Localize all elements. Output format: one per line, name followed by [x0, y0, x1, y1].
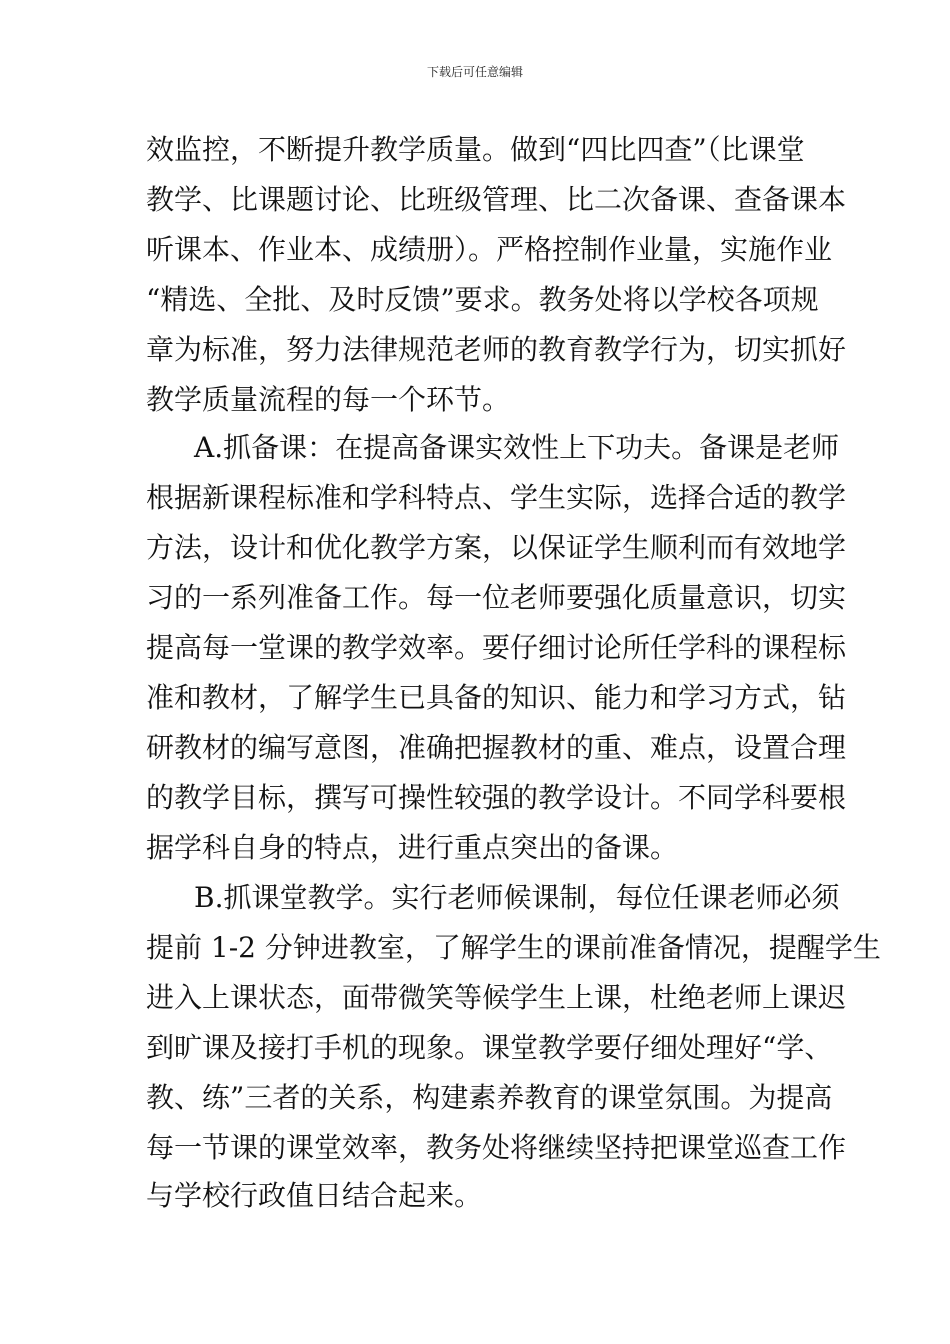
text-line [0, 572, 950, 624]
line-text: 教学、比课题讨论、比班级管理、比二次备课、查备课本 [146, 183, 847, 216]
line-text: 提前 1-2 分钟进教室，了解学生的课前准备情况，提醒学生 [146, 931, 881, 964]
text-line [0, 224, 950, 276]
text-line [0, 1072, 950, 1124]
line-text: 章为标准，努力法律规范老师的教育教学行为，切实抓好 [146, 333, 847, 366]
line-text: 到旷课及接打手机的现象。课堂教学要仔细处理好“学、 [146, 1031, 833, 1064]
line-text: 每一节课的课堂效率，教务处将继续坚持把课堂巡查工作 [146, 1131, 847, 1164]
text-line [0, 422, 950, 474]
text-line [0, 922, 950, 974]
text-line [0, 722, 950, 774]
line-text: 效监控，不断提升教学质量。做到“四比四查”（比课堂 [146, 133, 805, 166]
text-line [0, 1122, 950, 1174]
text-line [0, 374, 950, 426]
line-text: 与学校行政值日结合起来。 [146, 1179, 483, 1212]
line-text: 教学质量流程的每一个环节。 [146, 383, 511, 416]
line-text: 进入上课状态，面带微笑等候学生上课，杜绝老师上课迟 [146, 981, 847, 1014]
text-line [0, 672, 950, 724]
text-line [0, 1170, 950, 1222]
line-text: 提高每一堂课的教学效率。要仔细讨论所任学科的课程标 [146, 631, 847, 664]
line-text: 教、练”三者的关系，构建素养教育的课堂氛围。为提高 [146, 1081, 833, 1114]
text-line [0, 324, 950, 376]
text-line [0, 772, 950, 824]
line-text: B.抓课堂教学。实行老师候课制，每位任课老师必须 [194, 881, 840, 914]
text-line [0, 124, 950, 176]
line-text: “精选、全批、及时反馈”要求。教务处将以学校各项规 [146, 283, 819, 316]
line-text: 方法，设计和优化教学方案，以保证学生顺利而有效地学 [146, 531, 847, 564]
text-line [0, 822, 950, 874]
line-text: 研教材的编写意图，准确把握教材的重、难点，设置合理 [146, 731, 847, 764]
page-header: 下载后可任意编辑 [426, 65, 523, 79]
line-text: 据学科自身的特点，进行重点突出的备课。 [146, 831, 679, 864]
text-line [0, 522, 950, 574]
line-text: 根据新课程标准和学科特点、学生实际，选择合适的教学 [146, 481, 847, 514]
text-line [0, 622, 950, 674]
line-text: 准和教材，了解学生已具备的知识、能力和学习方式，钻 [146, 681, 847, 714]
line-text: A.抓备课：在提高备课实效性上下功夫。备课是老师 [194, 431, 840, 464]
text-line [0, 174, 950, 226]
text-line [0, 274, 950, 326]
text-line [0, 972, 950, 1024]
text-line [0, 1022, 950, 1074]
line-text: 听课本、作业本、成绩册）。严格控制作业量，实施作业 [146, 233, 833, 266]
line-text: 的教学目标，撰写可操性较强的教学设计。不同学科要根 [146, 781, 847, 814]
text-line [0, 872, 950, 924]
text-line [0, 472, 950, 524]
line-text: 习的一系列准备工作。每一位老师要强化质量意识，切实 [146, 581, 847, 614]
